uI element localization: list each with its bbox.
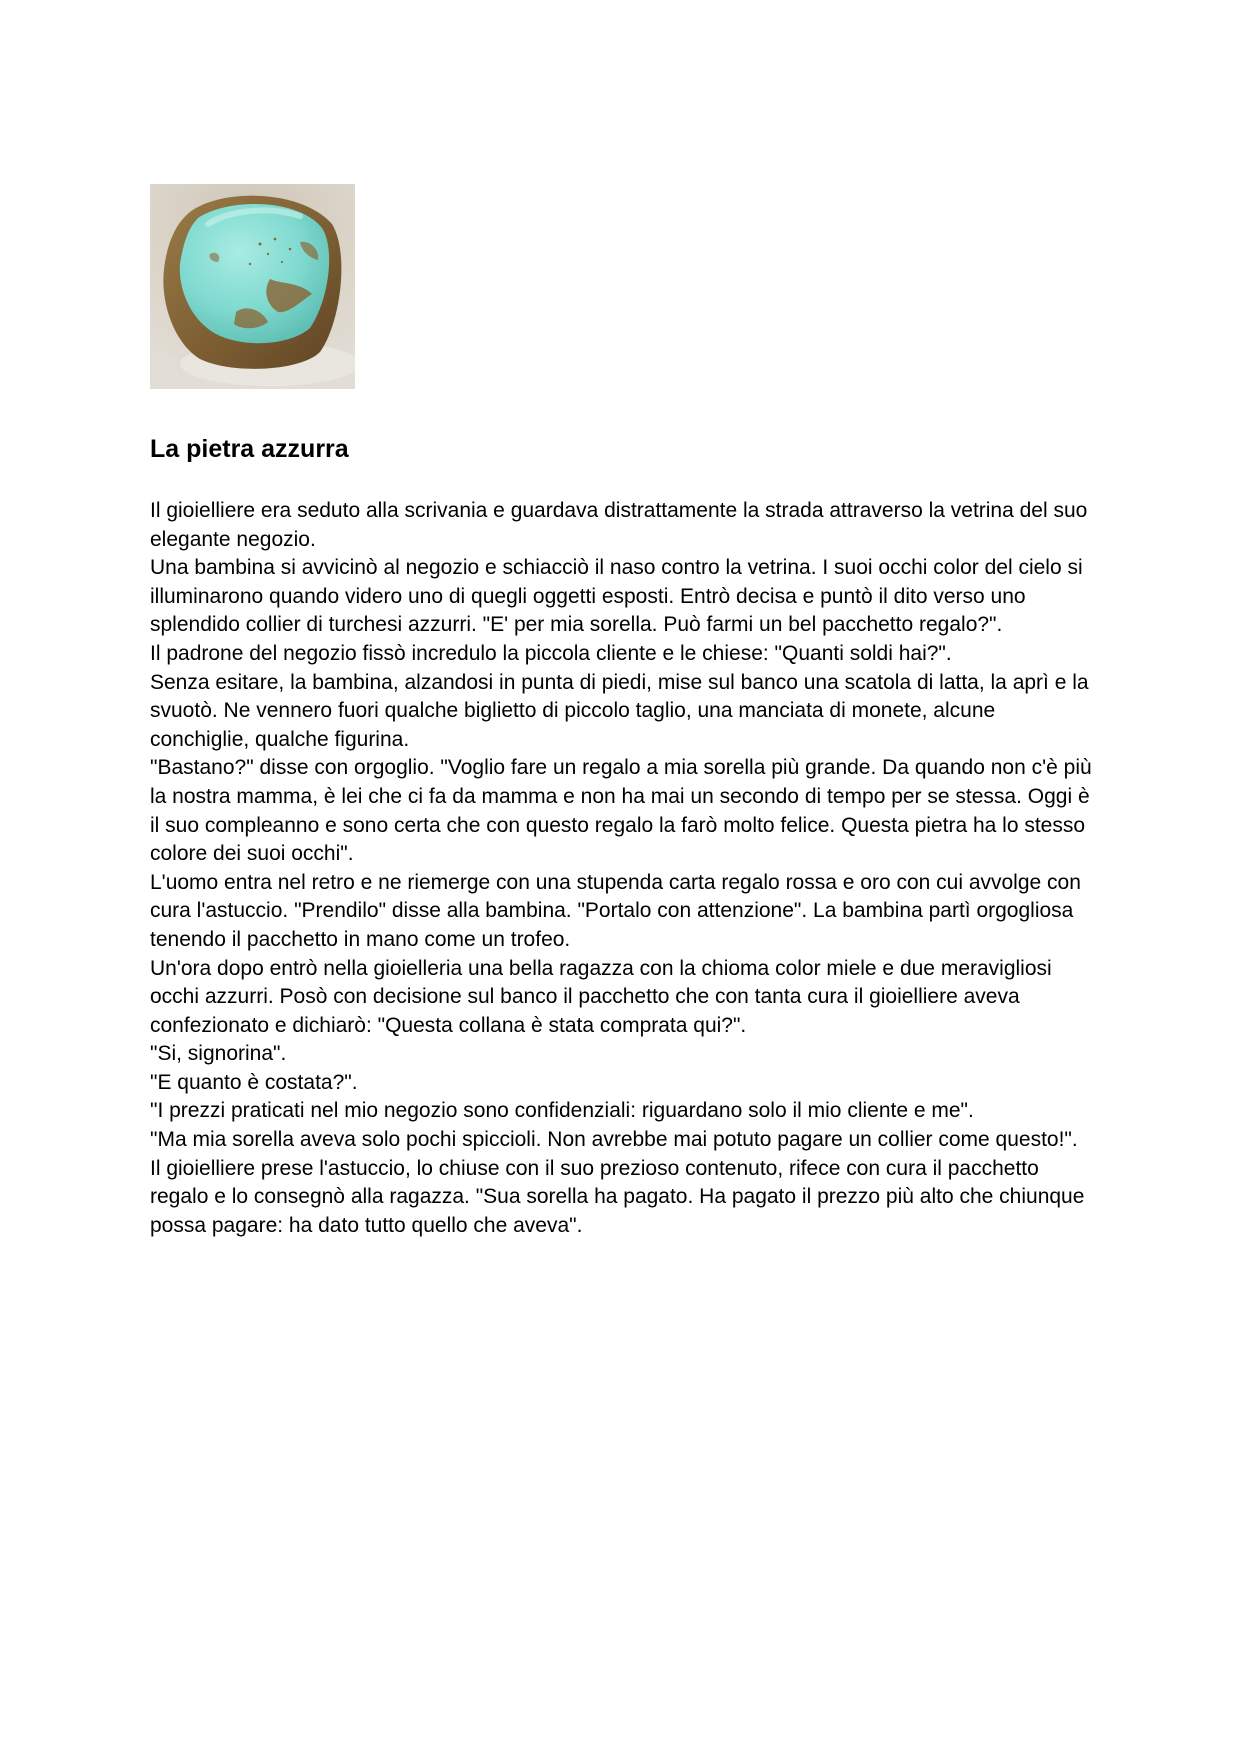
paragraph: "Ma mia sorella aveva solo pochi spiccioli. Non avrebbe mai potuto pagare un collier come questo!". [150,1128,1078,1152]
paragraph: Il gioielliere era seduto alla scrivania e guardava distrattamente la strada attraverso la vetrina del suo elegante negozio. [150,499,1088,551]
paragraph: Il padrone del negozio fissò incredulo la piccola cliente e le chiese: "Quanti soldi hai?". [150,641,952,665]
paragraph: "I prezzi praticati nel mio negozio sono confidenziali: riguardano solo il mio cliente e me". [150,1099,974,1123]
paragraph: "Bastano?" disse con orgoglio. "Voglio fare un regalo a mia sorella più grande. Da quando non c'è più la nostra mamma, è lei che ci fa da mamma e non ha mai un secondo di tempo per se stessa. Oggi è il suo compleanno e sono certa che con questo regalo la farò molto felice. Questa pietra ha lo stesso colore dei suoi occhi". [150,756,1092,866]
story-body [150,497,1100,1240]
document-title: La pietra azzurra [150,435,349,463]
turquoise-stone-image [150,184,355,389]
paragraph: Il gioielliere prese l'astuccio, lo chiuse con il suo prezioso contenuto, rifece con cura il pacchetto regalo e lo consegnò alla ragazza. "Sua sorella ha pagato. Ha pagato il prezzo più alto che chiunque possa pagare: ha dato tutto quello che aveva". [150,1156,1085,1237]
paragraph: "Si, signorina". [150,1042,287,1066]
paragraph: Una bambina si avvicinò al negozio e schiacciò il naso contro la vetrina. I suoi occhi color del cielo si illuminarono quando videro uno di quegli oggetti esposti. Entrò decisa e puntò il dito verso uno splendido collier di turchesi azzurri. "E' per mia sorella. Può farmi un bel pacchetto regalo?". [150,556,1083,637]
paragraph: "E quanto è costata?". [150,1070,358,1094]
paragraph: Senza esitare, la bambina, alzandosi in punta di piedi, mise sul banco una scatola di latta, la aprì e la svuotò. Ne vennero fuori qualche biglietto di piccolo taglio, una manciata di monete, alcune conchiglie, qualche figurina. [150,670,1089,751]
paragraph: Un'ora dopo entrò nella gioielleria una bella ragazza con la chioma color miele e due meravigliosi occhi azzurri. Posò con decisione sul banco il pacchetto che con tanta cura il gioielliere aveva confezionato e dichiarò: "Questa collana è stata comprata qui?". [150,956,1052,1037]
paragraph: L'uomo entra nel retro e ne riemerge con una stupenda carta regalo rossa e oro con cui avvolge con cura l'astuccio. "Prendilo" disse alla bambina. "Portalo con attenzione". La bambina partì orgogliosa tenendo il pacchetto in mano come un trofeo. [150,870,1081,951]
